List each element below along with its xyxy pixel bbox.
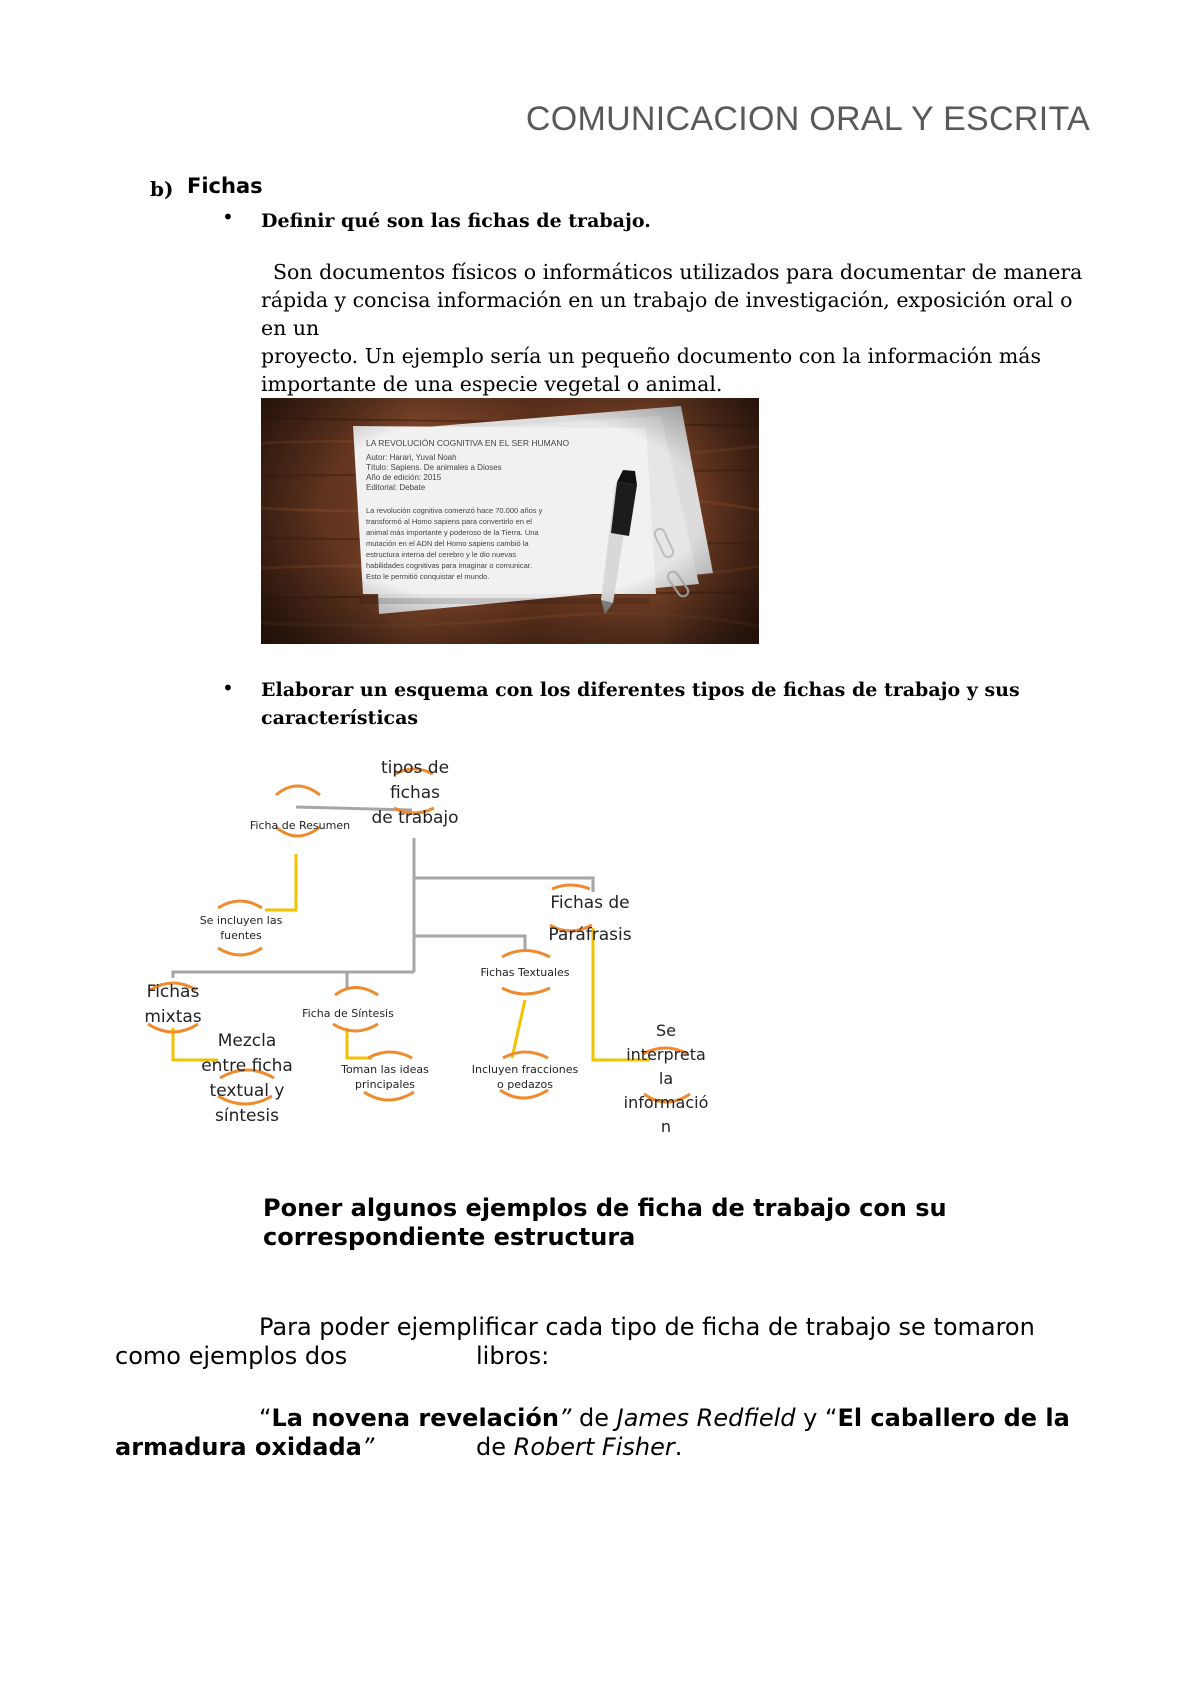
diagram-label-line: principales <box>355 1078 415 1091</box>
quote-open: “ <box>825 1404 838 1432</box>
books-line2 <box>115 1433 374 1462</box>
connector-de: de <box>476 1433 514 1461</box>
connector-de: de <box>571 1404 617 1432</box>
bullet-heading-line: Elaborar un esquema con los diferentes tipos de fichas de trabajo y sus <box>261 679 1020 701</box>
book-title-1: La novena revelación <box>271 1404 559 1432</box>
diagram-label-line: de trabajo <box>371 808 459 828</box>
diagram-label-line: informació <box>623 1093 709 1112</box>
diagram-label-line: Se <box>656 1021 676 1040</box>
diagram-node-resumen: Ficha de Resumen <box>249 819 351 832</box>
author-2: Robert Fisher <box>513 1433 675 1461</box>
book-title-2a: El caballero de la <box>837 1404 1070 1432</box>
author-1: James Redfield <box>616 1404 796 1432</box>
diagram-node-mixtas-child <box>190 1029 304 1129</box>
diagram-label-line: Fichas de <box>550 893 630 913</box>
examples-intro-line2a: como ejemplos dos <box>115 1342 348 1370</box>
diagram-label-line: Incluyen fracciones <box>471 1063 579 1076</box>
diagram-label-line: la <box>658 1069 674 1088</box>
diagram-label-line: n <box>660 1117 672 1136</box>
examples-intro-line2b: libros: <box>476 1342 550 1370</box>
diagram-node-textuales: Fichas Textuales <box>480 966 570 979</box>
examples-heading-line: Poner algunos ejemplos de ficha de trabajo con su <box>263 1194 947 1222</box>
quote-open: “ <box>259 1404 272 1432</box>
diagram-label-line: fichas <box>389 783 441 803</box>
section-letter: b) <box>150 177 174 201</box>
bullet-marker: • <box>222 676 234 700</box>
quote-close: ” <box>361 1433 375 1461</box>
diagram-node-mixtas <box>130 980 216 1030</box>
diagram-node-resumen-child <box>188 913 294 943</box>
examples-intro-line1: Para poder ejemplificar cada tipo de ficha de trabajo se tomaron <box>259 1313 1035 1341</box>
diagram-label-line: Paráfrasis <box>548 925 632 945</box>
diagram-label-line: síntesis <box>215 1106 279 1126</box>
diagram-node-parafrasis <box>520 887 660 951</box>
section-title: Fichas <box>187 174 263 198</box>
diagram-label-line: Toman las ideas <box>341 1063 429 1076</box>
diagram-label-line: tipos de <box>380 758 450 778</box>
diagram-label-line: Fichas <box>146 982 200 1002</box>
diagram-node-sintesis: Ficha de Síntesis <box>302 1007 394 1020</box>
diagram-node-textuales-child <box>460 1062 590 1092</box>
books-line1 <box>259 1404 1070 1433</box>
paragraph-line: Son documentos físicos o informáticos utilizados para documentar de manera <box>273 260 1083 284</box>
diagram-node-sintesis-child <box>330 1062 440 1092</box>
diagram-label-line: o pedazos <box>497 1078 553 1091</box>
bullet-heading-line: características <box>261 707 419 729</box>
diagram-label-line: textual y <box>209 1081 285 1101</box>
books-line2-author <box>476 1433 682 1462</box>
bullet-marker: • <box>222 205 234 229</box>
page-header-title: COMUNICACION ORAL Y ESCRITA <box>525 100 1090 138</box>
diagram-node-parafrasis-child <box>608 1019 724 1139</box>
period: . <box>674 1433 683 1461</box>
diagram-label-line: fuentes <box>220 929 262 942</box>
diagram-label-line: Mezcla <box>217 1031 277 1051</box>
paragraph-line: proyecto. Un ejemplo sería un pequeño documento con la información más <box>261 344 1042 368</box>
examples-heading <box>263 1194 1123 1252</box>
diagram-label-line: mixtas <box>144 1007 202 1027</box>
paragraph-line: rápida y concisa información en un trabajo de investigación, exposición oral o en un <box>261 288 1073 340</box>
bullet-heading-definir: Definir qué son las fichas de trabajo. <box>261 210 651 232</box>
diagram-node-root <box>360 756 470 831</box>
connector-y: y <box>795 1404 825 1432</box>
quote-close: ” <box>558 1404 572 1432</box>
diagram-label-line: interpreta <box>626 1045 706 1064</box>
diagram-label-line: Se incluyen las <box>199 914 283 927</box>
paragraph-line: importante de una especie vegetal o animal. <box>261 372 723 396</box>
examples-heading-line: correspondiente estructura <box>263 1223 636 1251</box>
book-title-2b: armadura oxidada <box>115 1433 362 1461</box>
diagram-label-line: entre ficha <box>201 1056 293 1076</box>
